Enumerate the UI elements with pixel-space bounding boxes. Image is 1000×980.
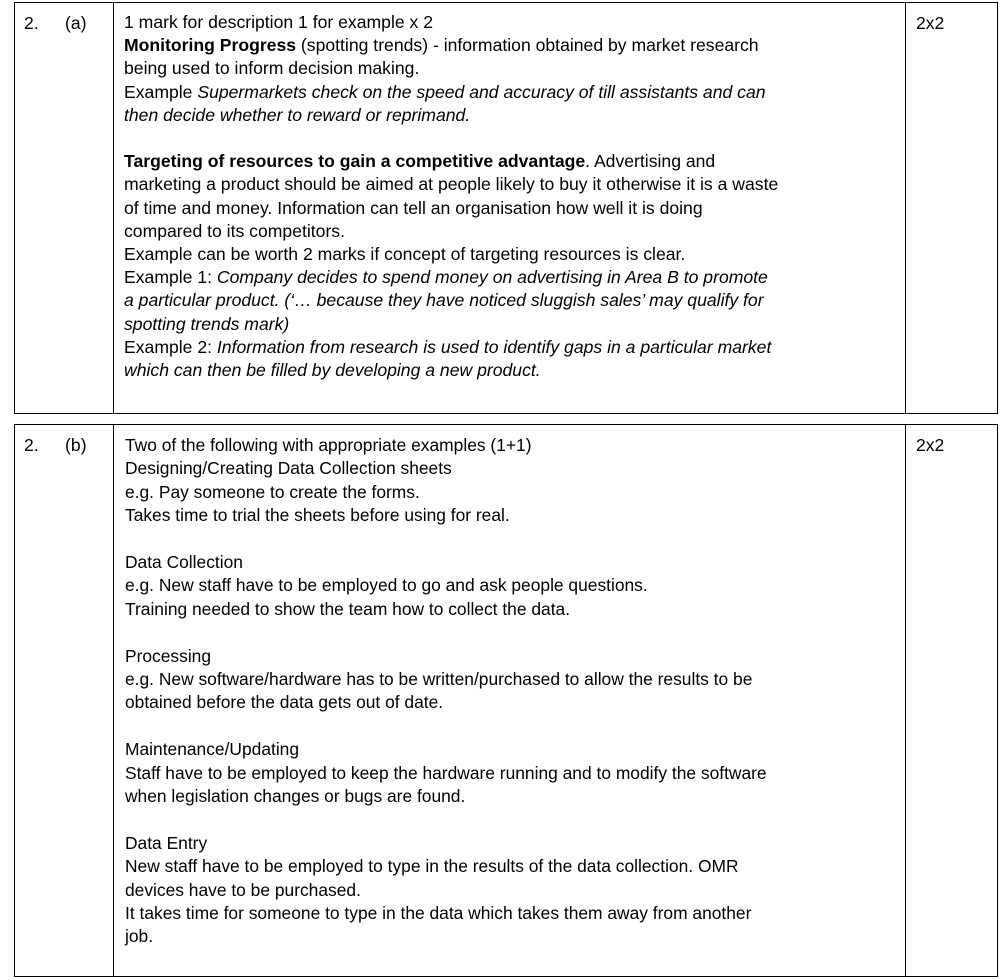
bold-run: Targeting of resources to gain a competitive advantage — [124, 151, 586, 172]
italic-run: which can then be filled by developing a new product. — [124, 360, 541, 381]
text-run: of time and money. Information can tell an organisation how well it is doing — [124, 197, 703, 218]
answer-content-2a — [114, 3, 905, 390]
text-run: Processing — [125, 645, 212, 666]
text-run: e.g. Pay someone to create the forms. — [125, 481, 420, 502]
text-run: Data Entry — [125, 832, 208, 853]
text-run: Takes time to trial the sheets before using for real. — [125, 505, 510, 526]
bold-run: Monitoring Progress — [124, 35, 297, 56]
italic-run: a particular product. (‘… because they have noticed sluggish sales’ may qualify for — [124, 290, 764, 311]
paragraph-spacer — [125, 808, 897, 831]
text-line — [125, 925, 897, 948]
text-run: e.g. New software/hardware has to be written/purchased to allow the results to be — [125, 669, 753, 690]
text-line — [125, 551, 897, 574]
text-run: It takes time for someone to type in the data which takes them away from another — [125, 903, 752, 924]
text-line — [125, 762, 897, 785]
text-line — [124, 104, 897, 127]
paragraph-spacer — [125, 715, 897, 738]
italic-run: Information from research is used to identify gaps in a particular market — [216, 336, 772, 357]
italic-run: then decide whether to reward or reprimand. — [124, 104, 471, 125]
text-line — [124, 197, 897, 220]
paragraph-spacer — [125, 621, 897, 644]
text-line — [125, 645, 897, 668]
italic-run: Supermarkets check on the speed and accuracy of till assistants and can — [197, 81, 766, 102]
text-line — [124, 150, 897, 173]
text-line — [124, 173, 897, 196]
answer-content-2b — [114, 425, 905, 957]
marks-value: 2x2 — [916, 435, 945, 455]
question-part: (b) — [65, 435, 87, 455]
text-run: Example can be worth 2 marks if concept of targeting resources is clear. — [124, 244, 686, 265]
text-run: being used to inform decision making. — [124, 58, 420, 79]
text-run: Staff have to be employed to keep the hardware running and to modify the software — [125, 762, 767, 783]
text-line — [125, 504, 897, 527]
text-line — [125, 832, 897, 855]
text-line — [124, 11, 897, 34]
paragraph-b-data-collection — [125, 551, 897, 621]
text-line — [125, 785, 897, 808]
text-run: Designing/Creating Data Collection sheets — [125, 458, 452, 479]
marks-value: 2x2 — [916, 13, 945, 33]
question-number-cell-2a — [15, 3, 114, 414]
question-number: 2. — [24, 435, 39, 455]
text-run: . Advertising and — [585, 151, 716, 172]
text-run: obtained before the data gets out of date. — [125, 692, 444, 713]
text-line — [125, 855, 897, 878]
answer-body-cell-2a — [114, 3, 906, 414]
text-run: marketing a product should be aimed at people likely to buy it otherwise it is a waste — [124, 174, 779, 195]
paragraph-b-intro — [125, 434, 897, 528]
text-run: job. — [125, 926, 154, 947]
text-run: Example — [124, 81, 198, 102]
text-line — [124, 266, 897, 289]
text-line — [124, 34, 897, 57]
paragraph-spacer — [124, 127, 897, 150]
text-run: e.g. New staff have to be employed to go and ask people questions. — [125, 575, 648, 596]
question-number-cell-2b — [15, 425, 114, 977]
text-line — [125, 434, 897, 457]
text-line — [124, 57, 897, 80]
text-line — [125, 481, 897, 504]
text-run: when legislation changes or bugs are found. — [125, 786, 466, 807]
text-run: Example 2: — [124, 336, 217, 357]
text-line — [125, 902, 897, 925]
paragraph-b-data-entry — [125, 832, 897, 949]
text-line — [125, 738, 897, 761]
italic-run: spotting trends mark) — [124, 313, 290, 334]
text-line — [124, 243, 897, 266]
text-run: Two of the following with appropriate examples (1+1) — [125, 435, 532, 455]
answer-body-cell-2b — [114, 425, 906, 977]
paragraph-a-intro — [124, 11, 897, 34]
paragraph-a-targeting — [124, 150, 897, 382]
text-run: Example 1: — [124, 267, 217, 288]
text-line — [124, 81, 897, 104]
question-part: (a) — [65, 13, 87, 33]
text-line — [124, 220, 897, 243]
table-row — [15, 3, 998, 414]
paragraph-b-maintenance — [125, 738, 897, 808]
text-run: Maintenance/Updating — [125, 739, 300, 760]
text-line — [124, 289, 897, 312]
text-run: compared to its competitors. — [124, 220, 345, 241]
italic-run: Company decides to spend money on advertising in Area B to promote — [216, 267, 768, 288]
text-run: Data Collection — [125, 552, 243, 573]
paragraph-a-monitoring — [124, 34, 897, 127]
text-line — [124, 336, 897, 359]
text-line — [125, 668, 897, 691]
text-run: Training needed to show the team how to collect the data. — [125, 598, 571, 619]
text-line — [124, 359, 897, 382]
text-line — [125, 457, 897, 480]
text-line — [124, 313, 897, 336]
text-line — [125, 598, 897, 621]
text-run: (spotting trends) - information obtained by market research — [296, 35, 759, 56]
table-row — [15, 425, 998, 977]
text-run: devices have to be purchased. — [125, 879, 361, 900]
paragraph-spacer — [125, 528, 897, 551]
marks-cell-2b — [906, 425, 998, 977]
text-run: New staff have to be employed to type in the results of the data collection. OMR — [125, 856, 739, 877]
text-line — [125, 691, 897, 714]
question-2b-table — [14, 424, 998, 977]
question-2a-table — [14, 2, 998, 414]
text-line — [125, 879, 897, 902]
text-line — [125, 574, 897, 597]
paragraph-b-processing — [125, 645, 897, 715]
question-number: 2. — [24, 13, 39, 33]
marks-cell-2a — [906, 3, 998, 414]
text-run: 1 mark for description 1 for example x 2 — [124, 12, 433, 32]
